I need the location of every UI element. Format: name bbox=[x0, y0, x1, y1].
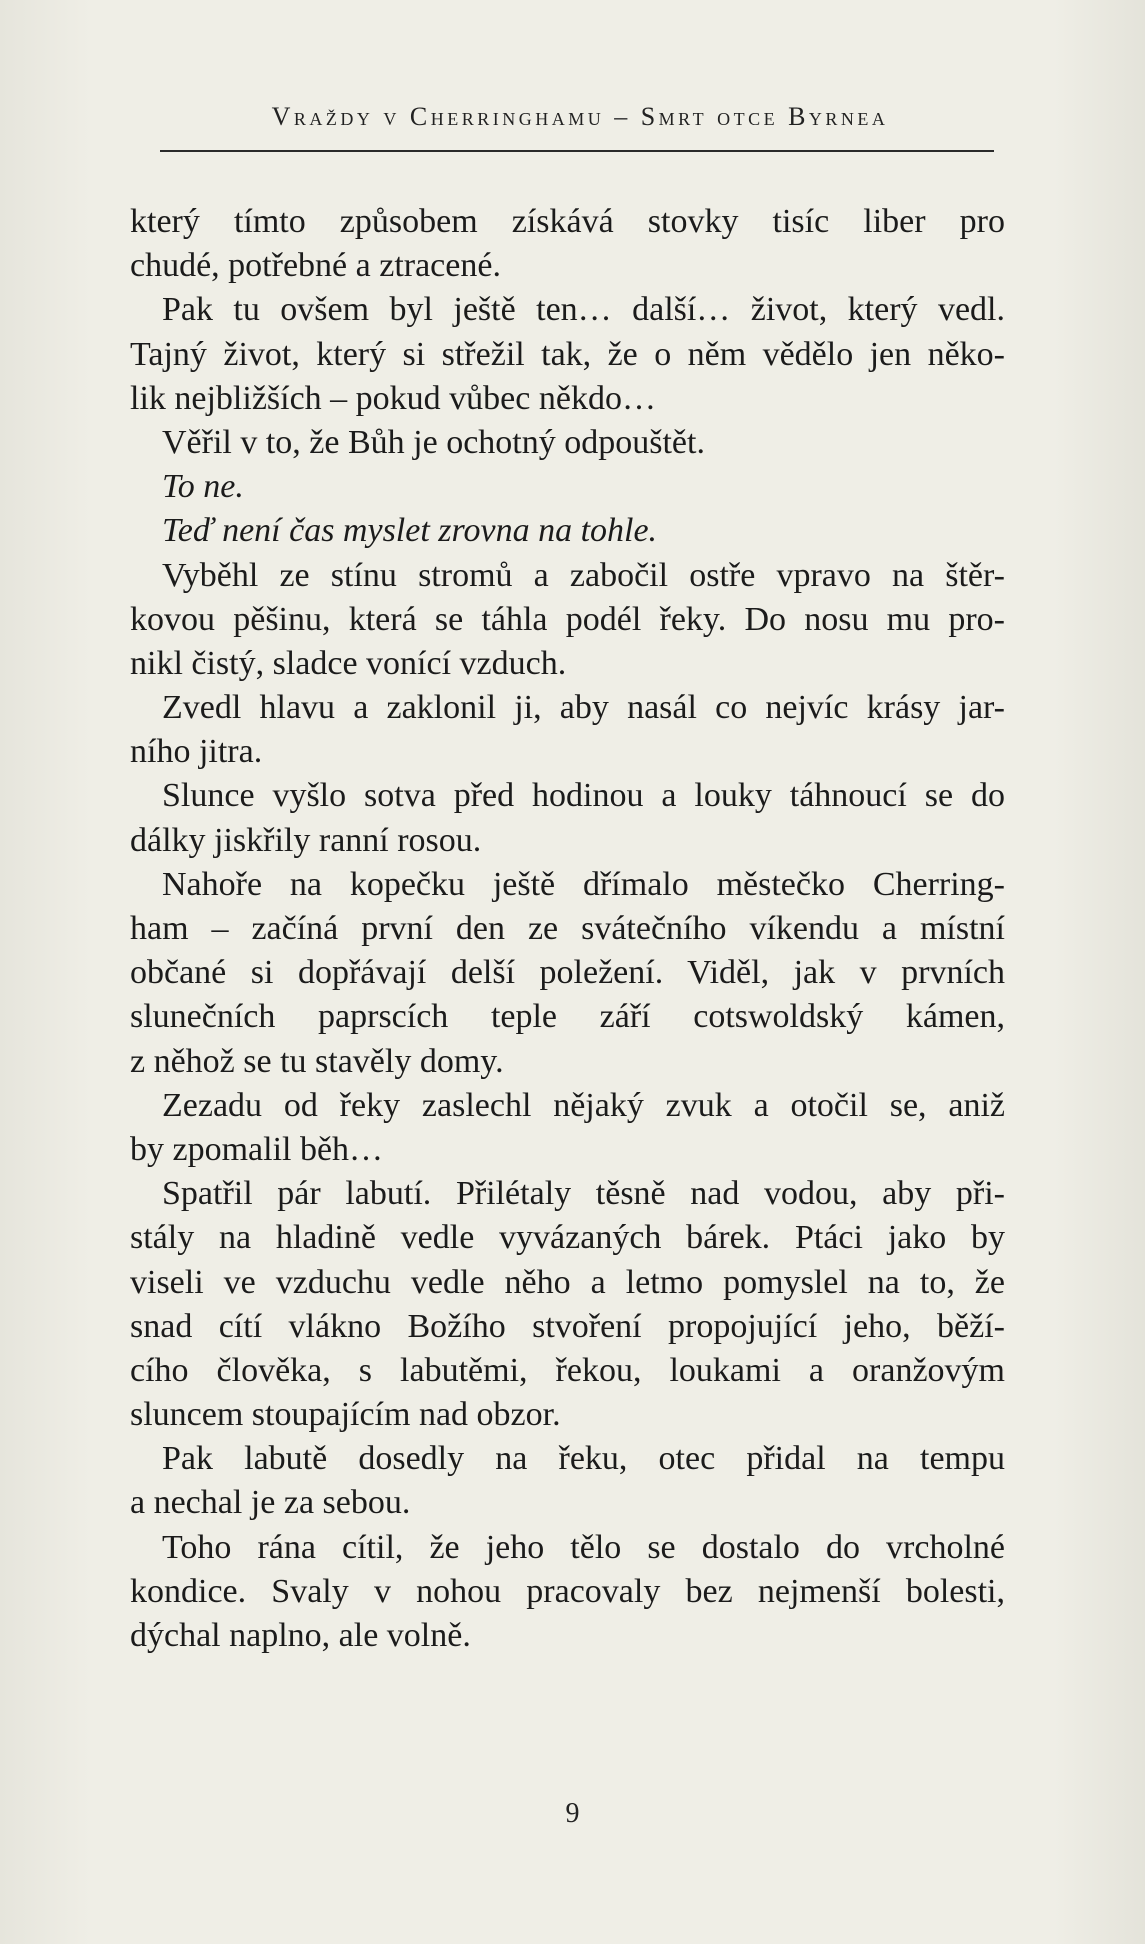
page-number: 9 bbox=[565, 1798, 580, 1829]
text-line: Slunce vyšlo sotva před hodinou a louky táhnoucí se do bbox=[162, 777, 1005, 815]
text-line: To ne. bbox=[162, 468, 244, 506]
text-line: dýchal naplno, ale volně. bbox=[130, 1617, 471, 1654]
text-line: Teď není čas myslet zrovna na tohle. bbox=[162, 512, 658, 550]
text-line: lik nejbližších – pokud vůbec někdo… bbox=[130, 379, 656, 417]
header-rule bbox=[160, 150, 994, 152]
running-head: Vraždy v Cherringhamu – Smrt otce Byrnea bbox=[271, 102, 889, 131]
text-line: Vyběhl ze stínu stromů a zabočil ostře vpravo na štěr- bbox=[162, 556, 1005, 594]
text-line: dálky jiskřily ranní rosou. bbox=[130, 821, 482, 859]
text-line: z něhož se tu stavěly domy. bbox=[130, 1042, 504, 1080]
text-line: Pak labutě dosedly na řeku, otec přidal na tempu bbox=[162, 1440, 1005, 1478]
text-line: a nechal je za sebou. bbox=[130, 1484, 411, 1522]
text-line: by zpomalil běh… bbox=[130, 1130, 384, 1168]
text-line: Zezadu od řeky zaslechl nějaký zvuk a otočil se, aniž bbox=[162, 1086, 1005, 1124]
text-line: ham – začíná první den ze svátečního víkendu a místní bbox=[130, 910, 1005, 947]
text-line: Toho rána cítil, že jeho tělo se dostalo do vrcholné bbox=[162, 1528, 1005, 1566]
text-line: snad cítí vlákno Božího stvoření propojující jeho, běží- bbox=[130, 1307, 1005, 1345]
text-line: Věřil v to, že Bůh je ochotný odpouštět. bbox=[162, 423, 705, 461]
text-line: ního jitra. bbox=[130, 733, 263, 771]
text-line: Pak tu ovšem byl ještě ten… další… život, který vedl. bbox=[162, 291, 1005, 329]
body-text bbox=[130, 200, 1005, 1658]
text-line: viseli ve vzduchu vedle něho a letmo pomyslel na to, že bbox=[130, 1263, 1005, 1301]
text-line: cího člověka, s labutěmi, řekou, loukami a oranžovým bbox=[130, 1351, 1005, 1389]
text-line: který tímto způsobem získává stovky tisíc liber pro bbox=[130, 203, 1005, 240]
text-line: stály na hladině vedle vyvázaných bárek. Ptáci jako by bbox=[130, 1219, 1005, 1257]
text-line: kondice. Svaly v nohou pracovaly bez nejmenší bolesti, bbox=[130, 1572, 1005, 1610]
text-line: kovou pěšinu, která se táhla podél řeky. Do nosu mu pro- bbox=[130, 600, 1005, 638]
text-line: slunečních paprscích teple září cotswoldský kámen, bbox=[130, 998, 1005, 1036]
text-line: chudé, potřebné a ztracené. bbox=[130, 247, 501, 285]
text-line: Zvedl hlavu a zaklonil ji, aby nasál co nejvíc krásy jar- bbox=[162, 689, 1005, 727]
text-line: nikl čistý, sladce vonící vzduch. bbox=[130, 644, 567, 682]
text-line: Tajný život, který si střežil tak, že o něm vědělo jen něko- bbox=[130, 335, 1005, 373]
text-line: občané si dopřávají delší poležení. Viděl, jak v prvních bbox=[130, 954, 1005, 992]
text-line: sluncem stoupajícím nad obzor. bbox=[130, 1396, 561, 1434]
text-line: Nahoře na kopečku ještě dřímalo městečko Cherring- bbox=[162, 865, 1005, 903]
text-line: Spatřil pár labutí. Přilétaly těsně nad vodou, aby při- bbox=[162, 1175, 1005, 1213]
